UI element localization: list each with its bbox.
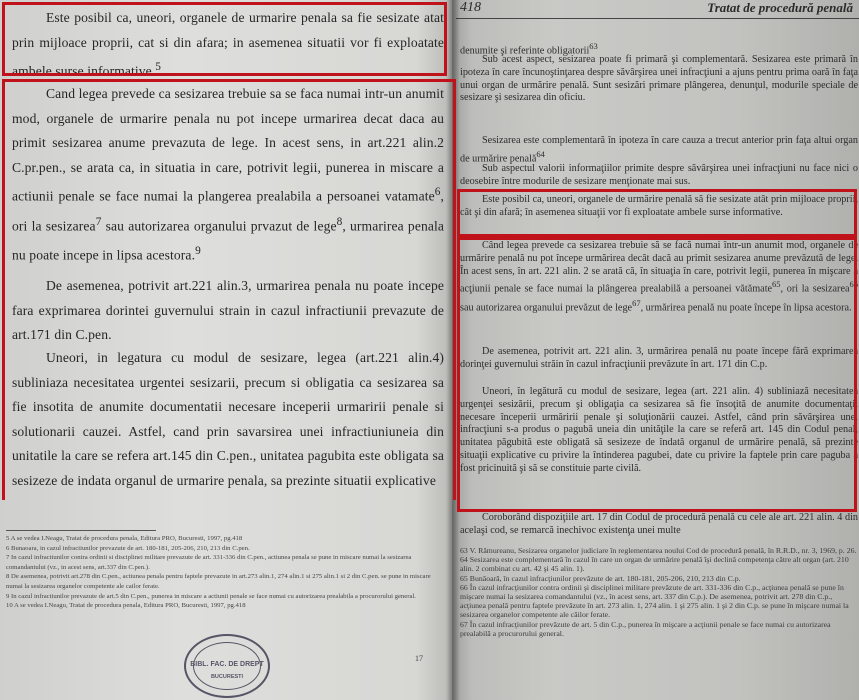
library-stamp: BIBL. FAC. DE DREPT BUCURESTI	[184, 634, 270, 698]
footnote: 10 A se vedea I.Neagu, Tratat de procedura penala, Editura PRO, Bucuresti, 1997, pg.418	[6, 602, 246, 610]
right-paragraph-coroborare: Coroborând dispoziţiile art. 17 din Codul de procedură penală cu cele ale art. 221 alin. 4 din acelaşi cod, se remarcă inechivoc existenţa unei multe	[460, 512, 858, 536]
footnote: 7 In cazul infractiunilor contra ordinii si disciplinei militare prevazute de art. 331-336 din C.pen., actiunea penala se pune in miscare numai la sesizarea comandantului (vz., in acest sens, art.337 din C.pen.).	[6, 554, 412, 571]
highlight-box-left-main	[2, 79, 456, 500]
left-footnotes	[6, 534, 446, 611]
highlight-box-left-top	[2, 2, 447, 76]
header-rule	[456, 18, 859, 19]
right-paragraph-complementara: Sesizarea este complementară în ipoteza în care cauza a trecut anterior prin faţa altui organ de urmărire penală$^{64}$	[460, 135, 858, 165]
footnote: 66 În cazul infracţiunilor contra ordinii şi disciplinei militare prevăzute de art. 331-336 din C.p., acţiunea penală se pune în mişcare numai la sesizarea comandantului (vz., în acest sens, art. 337 din C.p.). De asemenea, potrivit art. 278 din C.p., acţiunea penală pentru faptele prevăzute în art. 273 alin. 1, 274 alin. 1 şi 275 alin. 1 şi 2 din C.p. se pune în mişcare numai la sesizarea organelor competente ale căilor ferate.	[460, 582, 849, 620]
footnote: 67 În cazul infracţiunilor prevăzute de art. 5 din C.p., punerea în mişcare a acţiunii penale se face numai cu autorizarea prealabilă a procurorului general.	[460, 619, 831, 638]
right-paragraph-guvern-strain: De asemenea, potrivit art. 221 alin. 3, urmărirea penală nu poate începe fără exprimarea dorinţei guvernului străin în cazul infracţiunii prevăzute în art. 171 din C.p.	[460, 346, 858, 370]
left-page-number: 17	[415, 654, 423, 663]
left-paragraph-mod-sesizare: Cand legea prevede ca sesizarea trebuie sa se faca numai intr-un anumit mod, organele de urmarire penala nu pot incepe urmarirea decat daca au primit sesizarea anume prevazuta de lege. In acest sens, in art.221 alin.2 C.pr.pen., se arata ca, in situatia in care, potrivit legii, punerea in miscare a actiunii penale se face numai la plangerea prealabila a persoanei vatamate$^6$, ori la sesizarea$^7$ sau autorizarea organului prvazut de lege$^8$, urmarirea penala nu poate incepe in lipsa acestora.$^9$	[12, 86, 444, 263]
right-page-number: 418	[460, 0, 481, 15]
left-paragraph-sesizare-mixta: Este posibil ca, uneori, organele de urmarire penala sa fie sesizate atat prin mijloace proprii, cat si din afara; in asemenea situatii vor fi exploatate ambele surse informative.$^5$	[12, 10, 444, 79]
left-paragraph-urgenta-sesizarii: Uneori, in legatura cu modul de sesizare, legea (art.221 alin.4) subliniaza necesitatea urgentei sesizarii, precum si obligatia ca sesizarea sa fie insotita de anumite documentatii necesare inceperii urmaririi penale si solutionarii cauzei. Astfel, cand prin savarsirea unei infractiuniuneia din unitatile la care se refera art.145 din C.pen., unitatea pagubita este obligata sa sesizeze de indata organul de urmarire penala, sa prezinte situatii explicative	[12, 350, 444, 488]
footnote: 63 V. Rămureanu, Sesizarea organelor judiciare în reglementarea noului Cod de procedură penală, în R.R.D., nr. 3, 1969, p. 26.	[460, 546, 857, 555]
left-paragraph-guvern-strain: De asemenea, potrivit art.221 alin.3, urmarirea penala nu poate incepe fara exprimarea dorintei guvernului strain in cazul infractiunii prevazute de art.171 din C.pen.	[12, 278, 444, 343]
right-paragraph-mod-sesizare: Când legea prevede ca sesizarea trebuie să se facă numai într-un anumit mod, organele de urmărire penală nu pot începe urmărirea decât dacă au primit sesizarea anume prevăzută de lege. În acest sens, în art. 221 alin. 2 se arată că, în situaţia în care, potrivit legii, punerea în mişcare a acţiunii penale se face numai la plângerea prealabilă a persoanei vătămate$^{65}$, ori la sesizarea$^{66}$ sau autorizarea organului prevăzut de lege$^{67}$, urmărirea penală nu poate începe în lipsa acestora.	[460, 240, 858, 313]
right-paragraph-referinte: denumite şi referinte obligatorii$^{63}$	[460, 41, 598, 57]
footnote: 6 Bunaoara, in cazul infractiunilor prevazute de art. 180-181, 205-206, 210, 213 din C.pen.	[6, 544, 250, 552]
footnote: 8 De asemenea, potrivit art.278 din C.pen., actiunea penala pentru faptele prevazute in art.273 alin.1, 274 alin.1 si 275 alin.1 si 2 din C.pen. se pune in miscare numai la sesizarea organelor competente ale cailor ferate.	[6, 573, 431, 590]
footnote: 65 Bunăoară, în cazul infracţiunilor prevăzute de art. 180-181, 205-206, 210, 213 din C.p.	[460, 573, 741, 583]
right-footnotes	[460, 546, 858, 638]
footnote: 5 A se vedea I.Neagu, Tratat de procedura penala, Editura PRO, Bucuresti, 1997, pg.418	[6, 535, 243, 542]
footnote-rule	[6, 530, 156, 531]
right-paragraph-valoare-informatii: Sub aspectul valorii informaţiilor primite despre săvârşirea unei infracţiuni nu face nici o deosebire între modurile de sesizare menţionate mai sus.	[460, 163, 858, 187]
footnote: 9 In cazul infractiunilor prevazute de art.5 din C.pen., punerea in miscare a actiunii penale se face numai cu autorizarea prealabila a procurorului general.	[6, 592, 416, 600]
running-header-title: Tratat de procedură penală	[707, 0, 853, 15]
right-paragraph-sesizare-mixta: Este posibil ca, uneori, organele de urmărire penală să fie sesizate atât prin mijloace proprii, cât şi din afară; în asemenea situaţii vor fi exploatate ambele surse informative.	[460, 194, 858, 218]
highlight-box-right-top	[457, 189, 857, 237]
footnote: 64 Sesizarea este complementară în cazul în care un organ de urmărire penală îşi declină competenţa către alt organ (art. 210 alin. 2 combinat cu art. 42 şi 45 alin. 1).	[460, 555, 849, 574]
right-paragraph-urgenta-sesizarii: Uneori, în legătură cu modul de sesizare, legea (art. 221 alin. 4) subliniază necesitatea urgenţei sesizării, precum şi obligaţia ca sesizarea să fie însoţită de anumite documentaţii necesare începerii urmăririi penale şi soluţionării cauzei. Astfel, când prin săvârşirea unei infracţiuni s-a produs o pagubă uneia din unităţile la care se referă art. 145 din Codul penal, unitatea păgubită este obligată să sesizeze de îndată organul de urmărire penală, să prezinte situaţii explicative cu privire la întinderea pagubei, date cu privire la faptele prin care paguba a fost pricinuită şi să se constituie parte civilă.	[460, 386, 858, 474]
right-paragraph-primara: Sub acest aspect, sesizarea poate fi primară şi complementară. Sesizarea este primară în ipoteza în care încunoştinţarea despre săvârşirea unei infracţiuni a ajuns pentru prima oară în faţa unui organ de urmărire penală. Sunt sesizări primare plângerea, denunţul, modurile speciale de sesizare şi sesizarea din oficiu.	[460, 54, 858, 104]
highlight-box-right-main	[457, 237, 857, 512]
